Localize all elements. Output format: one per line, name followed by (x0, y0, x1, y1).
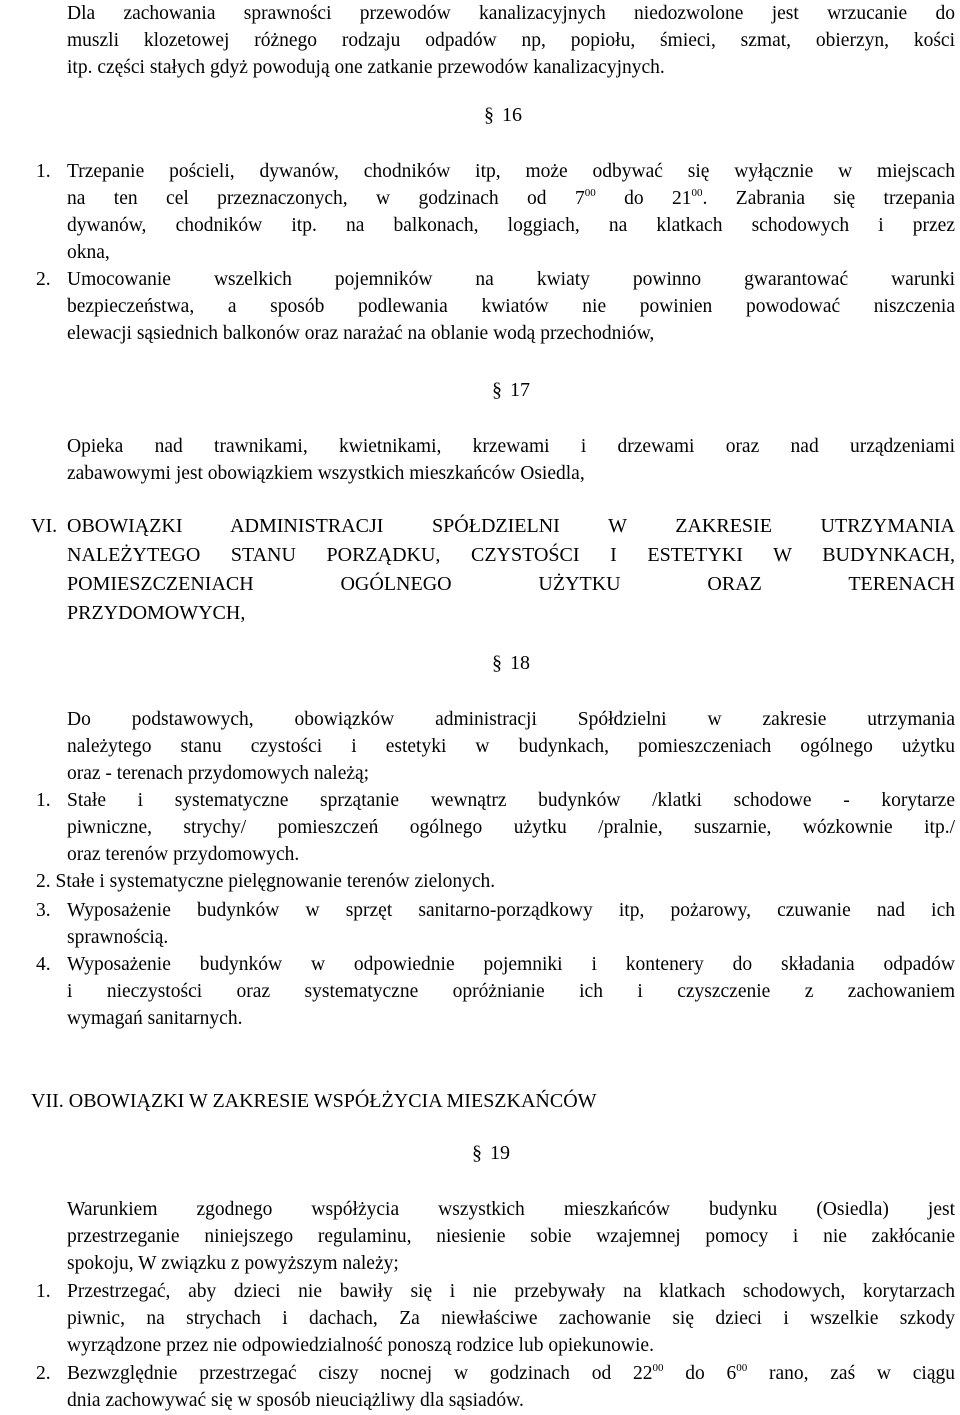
section-18-intro (67, 706, 955, 787)
item-1-line-2: piwnic, na strychach i dachach, Za niewłaściwe zachowanie się dzieci i wszelkie szkody (67, 1308, 955, 1329)
section-16-item-2-cont (67, 293, 955, 347)
chapter-6-line-3: POMIESZCZENIACH OGÓLNEGO UŻYTKU ORAZ TERENACH (67, 573, 955, 595)
section-19-item-1-cont (67, 1305, 955, 1359)
item-1-line-1: Stałe i systematyczne sprzątanie wewnątrz budynków /klatki schodowe - korytarze (67, 790, 955, 811)
item-2-line-1: 2. Stałe i systematyczne pielęgnowanie terenów zielonych. (36, 871, 496, 892)
section-19-item-2-cont (67, 1387, 955, 1414)
intro-line-3: itp. części stałych gdyż powodują one zatkanie przewodów kanalizacyjnych. (67, 57, 665, 78)
section-17-heading (492, 379, 530, 402)
item-1-line-2: piwniczne, strychy/ pomieszczeń ogólnego użytku /pralnie, suszarnie, wózkownie itp./ (67, 817, 955, 838)
section-18-item-1 (36, 787, 955, 814)
intro-line-1: Dla zachowania sprawności przewodów kanalizacyjnych niedozwolone jest wrzucanie do (67, 3, 955, 24)
item-1-line-2a: na ten cel przeznaczonych, w godzinach od 7 (67, 188, 585, 209)
item-3-line-1: Wyposażenie budynków w sprzęt sanitarno-porządkowy itp, pożarowy, czuwanie nad ich (67, 900, 955, 921)
item-1-line-2b: do 21 (595, 188, 692, 209)
section-number: 17 (510, 379, 530, 401)
item-number: 4. (36, 954, 51, 975)
section-symbol: § (484, 104, 494, 126)
item-2-line-1: Umocowanie wszelkich pojemników na kwiaty powinno gwarantować warunki (67, 269, 955, 290)
superscript: 00 (736, 1362, 748, 1374)
item-number: 3. (36, 900, 51, 921)
item-2-line-2: dnia zachowywać się w sposób nieuciążliwy dla sąsiadów. (67, 1390, 524, 1411)
item-number: 1. (36, 161, 51, 182)
section-17-line-1: Opieka nad trawnikami, kwietnikami, krzewami i drzewami oraz nad urządzeniami (67, 436, 955, 457)
section-number: 16 (502, 104, 522, 126)
item-2-line-2: bezpieczeństwa, a sposób podlewania kwiatów nie powinien powodować niszczenia (67, 296, 955, 317)
superscript: 00 (584, 187, 596, 199)
superscript: 00 (652, 1362, 664, 1374)
item-4-line-2: i nieczystości oraz systematyczne opróżnianie ich i czyszczenie z zachowaniem (67, 981, 955, 1002)
section-18-heading (492, 652, 530, 675)
intro-paragraph (67, 0, 955, 81)
item-number: 1. (36, 1281, 51, 1302)
section-16-item-1-cont (67, 185, 955, 266)
chapter-roman: VI. (31, 515, 58, 537)
chapter-7-heading (31, 1087, 955, 1116)
superscript: 00 (691, 187, 703, 199)
item-4-line-3: wymagań sanitarnych. (67, 1008, 243, 1029)
section-18-intro-2: należytego stanu czystości i estetyki w budynkach, pomieszczeniach ogólnego użytku (67, 736, 955, 757)
section-16-item-2 (36, 266, 955, 293)
section-19-item-1 (36, 1278, 955, 1305)
item-1-line-1: Przestrzegać, aby dzieci nie bawiły się i nie przebywały na klatkach schodowych, korytarzach (67, 1281, 955, 1302)
item-1-line-3: wyrządzone przez nie odpowiedzialność ponoszą rodzice lub opiekunowie. (67, 1335, 654, 1356)
section-18-item-2 (36, 868, 955, 895)
item-number: 1. (36, 790, 51, 811)
section-18-intro-3: oraz - terenach przydomowych należą; (67, 763, 370, 784)
item-1-line-1: Trzepanie pościeli, dywanów, chodników itp, może odbywać się wyłącznie w miejscach (67, 161, 955, 182)
section-17-paragraph (67, 433, 955, 487)
chapter-7-title: VII. OBOWIĄZKI W ZAKRESIE WSPÓŁŻYCIA MIESZKAŃCÓW (31, 1090, 597, 1112)
item-2-line-1a: Bezwzględnie przestrzegać ciszy nocnej w godzinach od 22 (67, 1363, 653, 1384)
section-18-item-4-cont (67, 978, 955, 1032)
chapter-6-line-4: PRZYDOMOWYCH, (67, 602, 246, 624)
section-symbol: § (492, 652, 502, 674)
chapter-6-heading (31, 512, 955, 628)
section-19-intro (67, 1196, 955, 1277)
item-number: 2. (36, 269, 51, 290)
item-1-line-2c: . Zabrania się trzepania (702, 188, 956, 209)
section-number: 19 (490, 1142, 510, 1164)
item-number: 2. (36, 1363, 51, 1384)
section-19-heading (472, 1142, 510, 1165)
item-2-line-3: elewacji sąsiednich balkonów oraz narażać na oblanie wodą przechodniów, (67, 323, 655, 344)
section-16-item-1 (36, 158, 955, 185)
section-16-heading (484, 104, 522, 127)
item-2-line-1c: rano, zaś w ciągu (747, 1363, 956, 1384)
section-18-item-4 (36, 951, 955, 978)
section-18-item-3-cont (67, 924, 955, 951)
section-19-intro-1: Warunkiem zgodnego współżycia wszystkich mieszkańców budynku (Osiedla) jest (67, 1199, 955, 1220)
section-number: 18 (510, 652, 530, 674)
section-symbol: § (472, 1142, 482, 1164)
section-17-line-2: zabawowymi jest obowiązkiem wszystkich mieszkańców Osiedla, (67, 463, 585, 484)
section-18-item-1-cont (67, 814, 955, 868)
section-19-intro-3: spokoju, W związku z powyższym należy; (67, 1253, 399, 1274)
item-1-line-3: dywanów, chodników itp. na balkonach, loggiach, na klatkach schodowych i przez (67, 215, 955, 236)
section-symbol: § (492, 379, 502, 401)
chapter-6-line-2: NALEŻYTEGO STANU PORZĄDKU, CZYSTOŚCI I ESTETYKI W BUDYNKACH, (67, 544, 955, 566)
chapter-6-line-1: OBOWIĄZKI ADMINISTRACJI SPÓŁDZIELNI W ZAKRESIE UTRZYMANIA (67, 515, 955, 537)
section-19-item-2 (36, 1360, 955, 1387)
intro-line-2: muszli klozetowej różnego rodzaju odpadów np, popiołu, śmieci, szmat, obierzyn, kości (67, 30, 955, 51)
section-18-item-3 (36, 897, 955, 924)
section-18-intro-1: Do podstawowych, obowiązków administracji Spółdzielni w zakresie utrzymania (67, 709, 955, 730)
section-19-intro-2: przestrzeganie niniejszego regulaminu, niesienie sobie wzajemnej pomocy i nie zakłócanie (67, 1226, 955, 1247)
item-2-line-1b: do 6 (663, 1363, 737, 1384)
item-1-line-3: oraz terenów przydomowych. (67, 844, 300, 865)
item-4-line-1: Wyposażenie budynków w odpowiednie pojemniki i kontenery do składania odpadów (67, 954, 955, 975)
item-1-line-4: okna, (67, 242, 110, 263)
item-3-line-2: sprawnością. (67, 927, 169, 948)
